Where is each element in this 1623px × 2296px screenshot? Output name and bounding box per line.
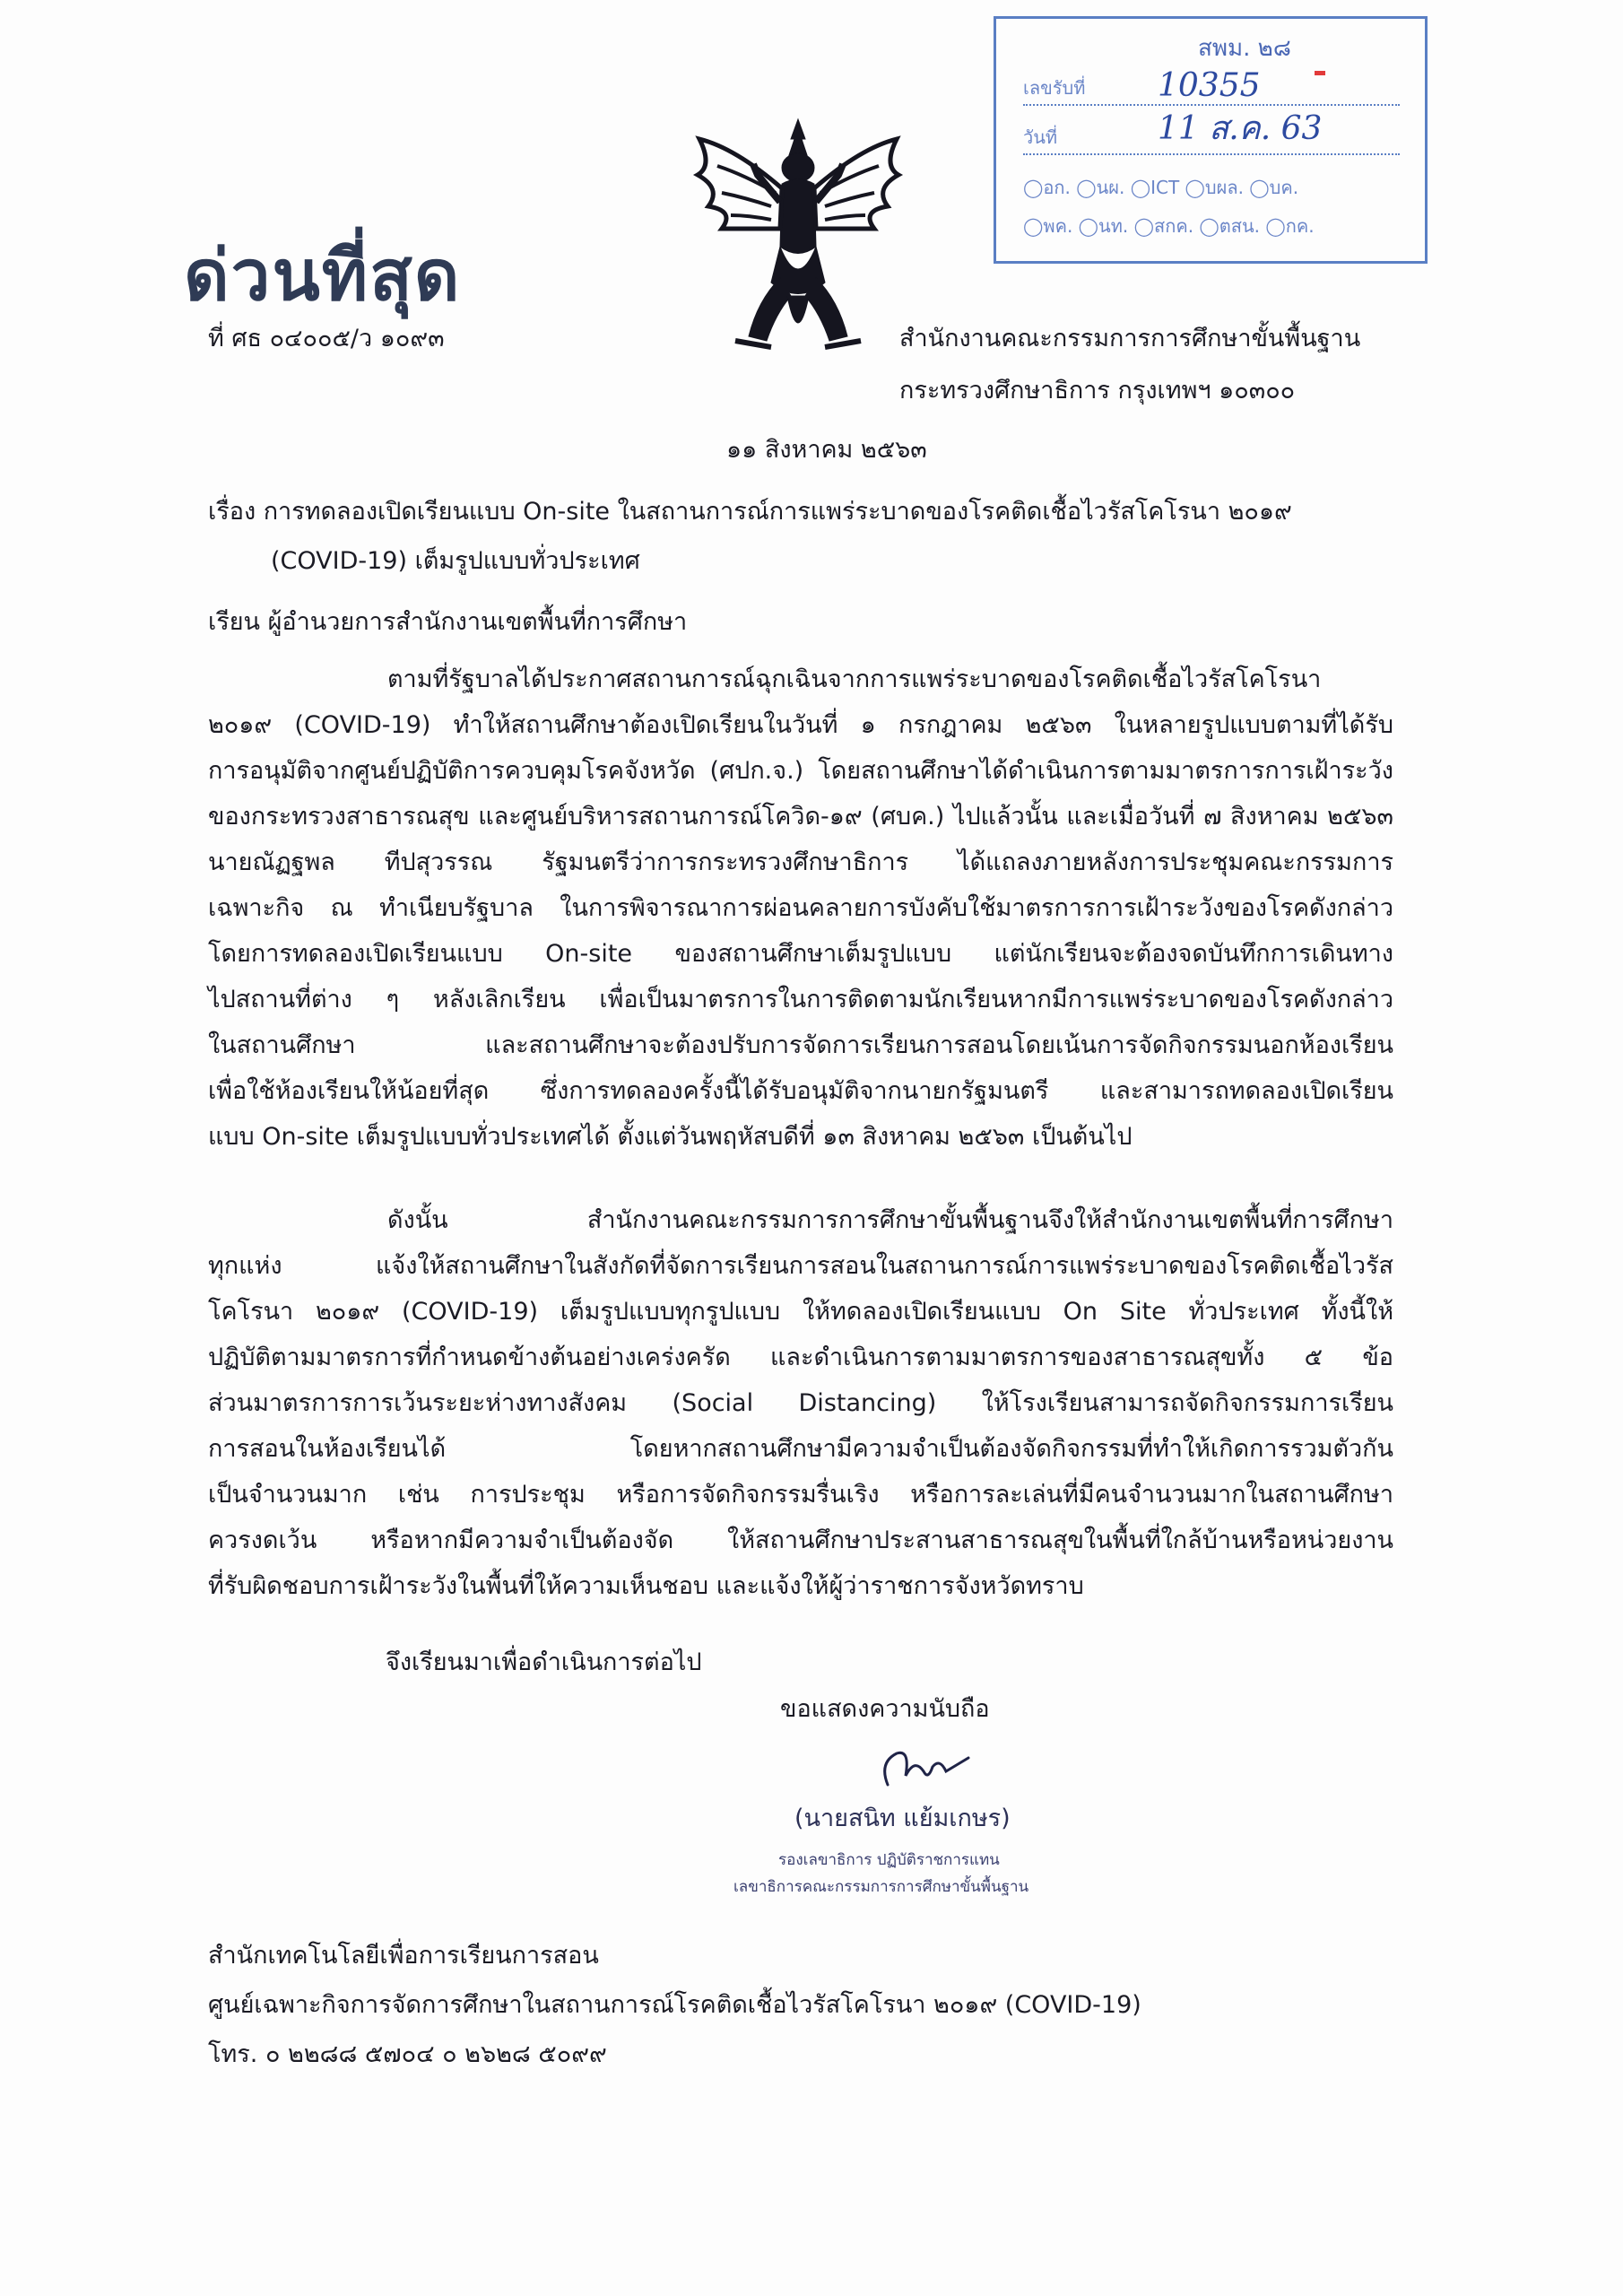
paragraph-line: แบบ On-site เต็มรูปแบบทั่วประเทศได้ ตั้งแต่วันพฤหัสบดีที่ ๑๓ สิงหาคม ๒๕๖๓ เป็นต้นไป [208,1123,1133,1151]
document-date: ๑๑ สิงหาคม ๒๕๖๓ [726,436,927,464]
stamp-date-label: วันที่ [1023,126,1058,148]
paragraph-line: ในสถานศึกษา และสถานศึกษาจะต้องปรับการจัดการเรียนการสอนโดยเน้นการจัดกิจกรรมนอกห้องเรียน [208,1031,1393,1059]
stamp-red-mark [1315,71,1325,75]
stamp-department: สพม. ๒๘ [1198,35,1291,62]
paragraph-line: การสอนในห้องเรียนได้ โดยหากสถานศึกษามีความจำเป็นต้องจัดกิจกรรมที่ทำให้เกิดการรวมตัวกัน [208,1435,1393,1463]
paragraph-line: ของกระทรวงสาธารณสุข และศูนย์บริหารสถานการณ์โควิด-๑๙ (ศบค.) ไปแล้วนั้น และเมื่อวันที่ ๗ สิงหาคม ๒๕๖๓ [208,803,1393,831]
paragraph-line: เฉพาะกิจ ณ ทำเนียบรัฐบาล ในการพิจารณาการผ่อนคลายการบังคับใช้มาตรการการเฝ้าระวังของโรคดังกล่าว [208,894,1393,922]
receiving-stamp [994,16,1428,264]
signature-icon [861,1744,977,1798]
paragraph-line: ควรงดเว้น หรือหากมีความจำเป็นต้องจัด ให้สถานศึกษาประสานสาธารณสุขในพื้นที่ใกล้บ้านหรือหน่วยงาน [208,1526,1393,1554]
body-paragraph-1 [208,657,1393,1160]
recipient-line: เรียน ผู้อำนวยการสำนักงานเขตพื้นที่การศึกษา [208,608,688,636]
signer-name: (นายสนิท แย้มเกษร) [794,1805,1011,1832]
signer-position-1: รองเลขาธิการ ปฏิบัติราชการแทน [778,1851,1000,1869]
paragraph-line: ไปสถานที่ต่าง ๆ หลังเลิกเรียน เพื่อเป็นมาตรการในการติดตามนักเรียนหากมีการแพร่ระบาดของโรคดังกล่าว [208,986,1393,1013]
paragraph-line: ส่วนมาตรการการเว้นระยะห่างทางสังคม (Social Distancing) ให้โรงเรียนสามารถจัดกิจกรรมการเรียน [208,1389,1393,1417]
regards-line: ขอแสดงความนับถือ [780,1695,990,1723]
urgency-label: ด่วนที่สุด [184,235,462,317]
stamp-receipt-label: เลขรับที่ [1023,77,1086,99]
paragraph-line: ทุกแห่ง แจ้งให้สถานศึกษาในสังกัดที่จัดการเรียนการสอนในสถานการณ์การแพร่ระบาดของโรคติดเชื้อไวรัส [208,1252,1393,1280]
paragraph-line: ๒๐๑๙ (COVID-19) ทำให้สถานศึกษาต้องเปิดเรียนในวันที่ ๑ กรกฎาคม ๒๕๖๓ ในหลายรูปแบบตามที่ได้รับ [208,711,1393,739]
stamp-options-row-2: ◯พค. ◯นท. ◯สกค. ◯ตสน. ◯กค. [1023,215,1315,237]
paragraph-line: ที่รับผิดชอบการเฝ้าระวังในพื้นที่ให้ความเห็นชอบ และแจ้งให้ผู้ว่าราชการจังหวัดทราบ [208,1572,1084,1600]
paragraph-line: เพื่อใช้ห้องเรียนให้น้อยที่สุด ซึ่งการทดลองครั้งนี้ได้รับอนุมัติจากนายกรัฐมนตรี และสามารถทดลองเปิดเรียน [208,1077,1393,1105]
stamp-date-row [1023,110,1400,155]
stamp-date-value: 11 ส.ค. 63 [1158,110,1323,147]
paragraph-line: นายณัฏฐพล ทีปสุวรรณ รัฐมนตรีว่าการกระทรวงศึกษาธิการ ได้แถลงภายหลังการประชุมคณะกรรมการ [208,848,1393,876]
organization-line-1: สำนักงานคณะกรรมการการศึกษาขั้นพื้นฐาน [899,325,1361,352]
body-paragraph-2 [208,1197,1393,1609]
organization-line-2: กระทรวงศึกษาธิการ กรุงเทพฯ ๑๐๓๐๐ [899,377,1296,404]
reference-number: ที่ ศธ ๐๔๐๐๕/ว ๑๐๙๓ [208,325,445,352]
subject-line-1: เรื่อง การทดลองเปิดเรียนแบบ On-site ในสถานการณ์การแพร่ระบาดของโรคติดเชื้อไวรัสโคโรนา ๒๐๑๙ [208,498,1292,526]
paragraph-line: ปฏิบัติตามมาตรการที่กำหนดข้างต้นอย่างเคร่งครัด และดำเนินการตามมาตรการของสาธารณสุขทั้ง ๕ ข้อ [208,1344,1393,1371]
closing-line: จึงเรียนมาเพื่อดำเนินการต่อไป [386,1648,702,1676]
garuda-emblem-icon [681,112,915,372]
footer-office: สำนักเทคโนโลยีเพื่อการเรียนการสอน [208,1942,599,1970]
stamp-options-row-1: ◯อก. ◯นผ. ◯ICT ◯บผล. ◯บค. [1023,177,1299,198]
paragraph-line: เป็นจำนวนมาก เช่น การประชุม หรือการจัดกิจกรรมรื่นเริง หรือการละเล่นที่มีคนจำนวนมากในสถานศึกษา [208,1481,1393,1509]
stamp-receipt-row [1023,68,1400,106]
signer-position-2: เลขาธิการคณะกรรมการการศึกษาขั้นพื้นฐาน [733,1878,1029,1896]
paragraph-line: ดังนั้น สำนักงานคณะกรรมการการศึกษาขั้นพื้นฐานจึงให้สำนักงานเขตพื้นที่การศึกษา [387,1206,1393,1234]
paragraph-line: การอนุมัติจากศูนย์ปฏิบัติการควบคุมโรคจังหวัด (ศปก.จ.) โดยสถานศึกษาได้ดำเนินการตามมาตรการการเฝ้าระวัง [208,757,1393,785]
subject-line-2: (COVID-19) เต็มรูปแบบทั่วประเทศ [271,547,640,575]
footer-center: ศูนย์เฉพาะกิจการจัดการศึกษาในสถานการณ์โรคติดเชื้อไวรัสโคโรนา ๒๐๑๙ (COVID-19) [208,1991,1141,2019]
paragraph-line: โคโรนา ๒๐๑๙ (COVID-19) เต็มรูปแบบทุกรูปแบบ ให้ทดลองเปิดเรียนแบบ On Site ทั่วประเทศ ทั้งนี้ให้ [208,1298,1393,1326]
paragraph-line: โดยการทดลองเปิดเรียนแบบ On-site ของสถานศึกษาเต็มรูปแบบ แต่นักเรียนจะต้องจดบันทึกการเดินทาง [208,940,1393,968]
footer-phone: โทร. ๐ ๒๒๘๘ ๕๗๐๔ ๐ ๒๖๒๘ ๕๐๙๙ [208,2040,607,2068]
paragraph-line: ตามที่รัฐบาลได้ประกาศสถานการณ์ฉุกเฉินจากการแพร่ระบาดของโรคติดเชื้อไวรัสโคโรนา [387,665,1322,693]
stamp-receipt-number: 10355 [1158,67,1261,104]
